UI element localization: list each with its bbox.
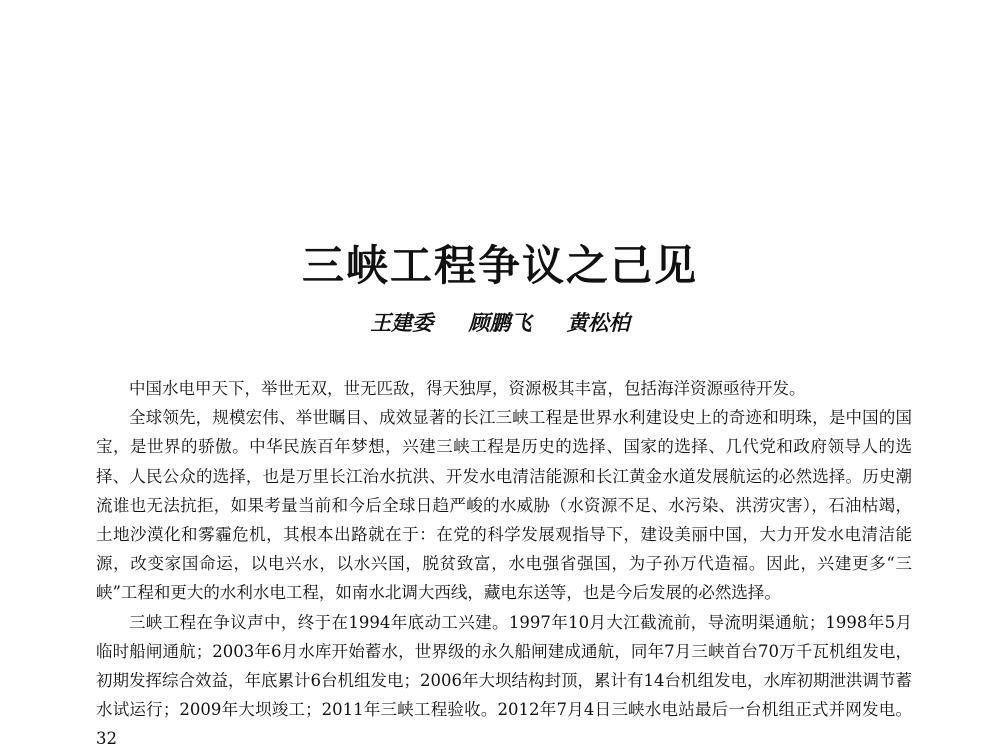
author-name: 顾鹏飞 bbox=[468, 310, 532, 335]
article-title: 三峡工程争议之己见 bbox=[301, 241, 698, 290]
author-line bbox=[0, 308, 1000, 338]
author-name: 王建委 bbox=[370, 310, 434, 335]
article-body bbox=[96, 374, 912, 754]
body-paragraph: 全球领先，规模宏伟、举世瞩目、成效显著的长江三峡工程是世界水利建设史上的奇迹和明珠，是中国的国宝，是世界的骄傲。中华民族百年梦想，兴建三峡工程是历史的选择、国家的选择、几代党和政府领导人的选择、人民公众的选择，也是万里长江治水抗洪、开发水电清洁能源和长江黄金水道发展航运的必然选择。历史潮流谁也无法抗拒，如果考量当前和今后全球日趋严峻的水威胁（水资源不足、水污染、洪涝灾害），石油枯竭，土地沙漠化和雾霾危机，其根本出路就在于：在党的科学发展观指导下，建设美丽中国，大力开发水电清洁能源，改变家国命运，以电兴水，以水兴国，脱贫致富，水电强省强国，为子孙万代造福。因此，兴建更多“三峡”工程和更大的水利水电工程，如南水北调大西线，藏电东送等，也是今后发展的必然选择。 bbox=[96, 408, 912, 603]
author-name: 黄松柏 bbox=[566, 310, 630, 335]
body-paragraph: 三峡工程在争议声中，终于在1994年底动工兴建。1997年10月大江截流前，导流明渠通航；1998年5月临时船闸通航；2003年6月水库开始蓄水，世界级的永久船闸建成通航，同年7月三峡首台70万千瓦机组发电，初期发挥综合效益，年底累计6台机组发电；2006年大坝结构封顶，累计有14台机组发电，水库初期泄洪调节蓄水试运行；2009年大坝竣工；2011年三峡工程验收。2012年7月4日三峡水电站最后一台机组正式并网发电。32 bbox=[96, 612, 912, 749]
body-paragraph: 中国水电甲天下，举世无双，世无匹敌，得天独厚，资源极其丰富，包括海洋资源亟待开发。 bbox=[129, 379, 806, 398]
